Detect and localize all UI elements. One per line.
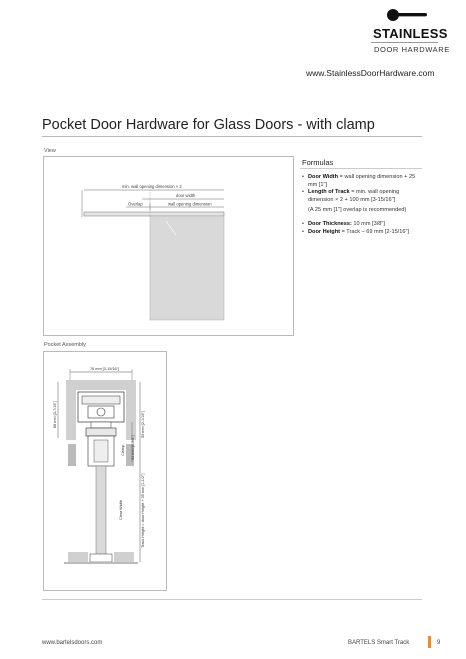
dim-overlap: Overlap	[128, 201, 143, 207]
dim-left: 88 mm [3-7/16"]	[53, 401, 57, 428]
door-handle-icon	[384, 8, 428, 22]
assembly-drawing	[44, 352, 166, 590]
formula-thickness-label: Door Thickness:	[308, 220, 352, 227]
brand-name: STAINLESS	[373, 26, 448, 41]
formulas-divider	[300, 168, 422, 169]
footer-divider	[42, 599, 422, 600]
page-title: Pocket Door Hardware for Glass Doors - with clamp	[42, 117, 375, 133]
view-drawing	[44, 157, 293, 335]
formula-note: (A 25 mm [1"] overlap is recommended)	[308, 207, 407, 214]
dim-clamp: Clamp	[121, 445, 125, 456]
logo-divider	[371, 42, 438, 43]
footer-product-name: BARTELS Smart Track	[348, 640, 410, 646]
dim-door-width: door width	[176, 193, 196, 198]
footer-accent-bar	[428, 636, 431, 648]
dim-right-top: 50 mm [2-1/16"]	[141, 411, 145, 438]
formula-door-height: • Door Height = Track – 69 mm [2-15/16"]	[302, 228, 410, 235]
brand-logo	[384, 8, 428, 22]
assembly-figure	[43, 351, 167, 591]
formula-track-text: = min. wall opening dimension × 2 + 100 mm [3-15/16"]	[308, 189, 400, 203]
formula-door-width: • Door Width = wall opening dimension + 25 mm [1"]	[302, 174, 416, 188]
dim-track-height: Track Height = door Height + 39 mm [1-1/2"]	[141, 473, 145, 548]
dim-top: 76 mm [3-15/16"]	[90, 367, 119, 371]
dim-min-wall: min. wall opening dimension × 2	[122, 184, 182, 189]
formula-door-width-label: Door Width	[308, 174, 339, 180]
dim-clear-width: Clear Width	[119, 500, 123, 520]
formula-door-thickness: • Door Thickness: 10 mm [3/8"]	[302, 220, 385, 227]
formulas-list	[302, 174, 424, 236]
dim-wall-opening: wall opening dimension	[168, 201, 212, 207]
view-label: View	[44, 148, 56, 154]
dim-mid: 34 mm [1-3/8"]	[131, 435, 135, 460]
assembly-label: Pocket Assembly	[44, 342, 86, 348]
header-website-link[interactable]: www.StainlessDoorHardware.com	[306, 68, 435, 78]
footer-website-link[interactable]: www.bartelsdoors.com	[42, 640, 103, 646]
page-number: 9	[437, 640, 441, 646]
formula-track-label: Length of Track	[308, 189, 350, 196]
formula-height-text: = Track – 69 mm [2-15/16"]	[340, 228, 410, 235]
formula-height-label: Door Height	[308, 228, 341, 235]
title-divider	[42, 136, 422, 137]
formula-thickness-text: 10 mm [3/8"]	[351, 220, 385, 227]
formula-door-width-text: = wall opening dimension + 25 mm [1"]	[308, 174, 416, 188]
formulas-heading: Formulas	[302, 158, 334, 167]
view-figure	[43, 156, 294, 336]
formula-track-length: • Length of Track = min. wall opening dimension × 2 + 100 mm [3-15/16"]	[302, 189, 400, 203]
brand-subtitle: DOOR HARDWARE	[374, 45, 450, 54]
